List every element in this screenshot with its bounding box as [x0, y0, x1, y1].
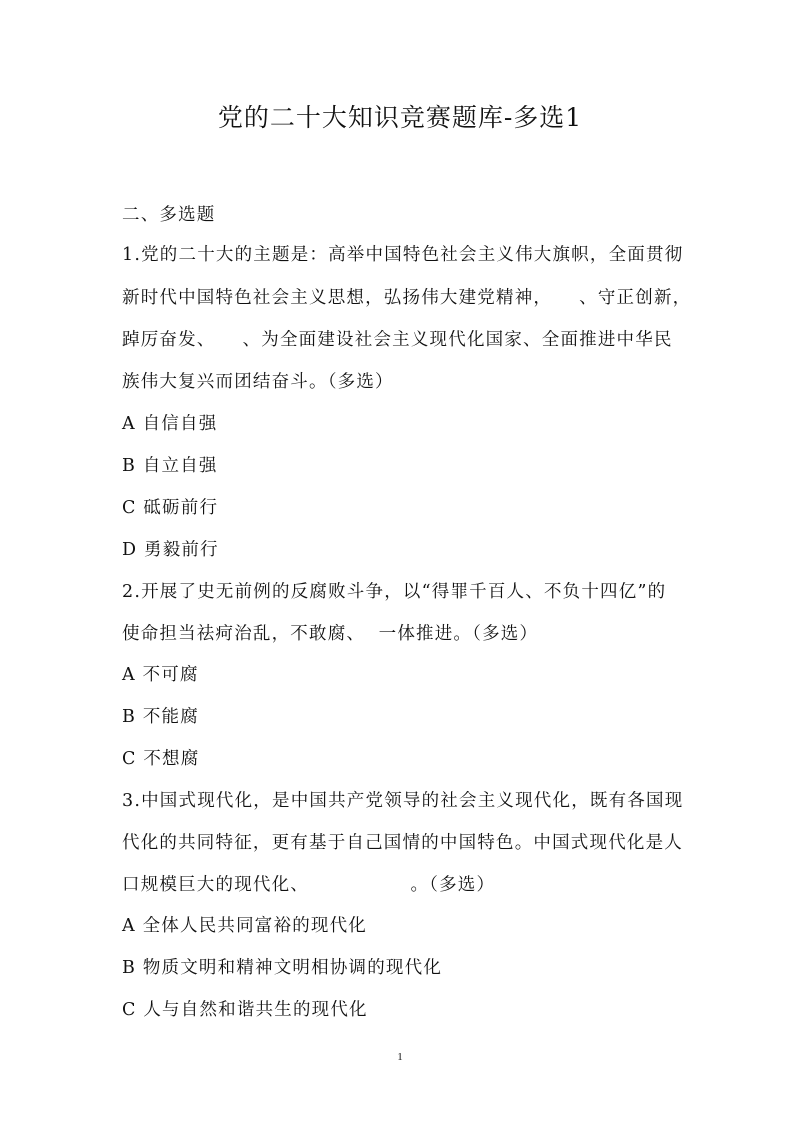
question-2-option-a: A 不可腐 — [122, 665, 199, 685]
document-title: 党的二十大知识竞赛题库-多选1 — [217, 103, 583, 132]
question-1-line-1: 1.党的二十大的主题是：高举中国特色社会主义伟大旗帜，全面贯彻 — [122, 245, 684, 265]
section-heading: 二、多选题 — [122, 205, 216, 225]
page-number: 1 — [397, 1051, 403, 1063]
question-1-line-4: 族伟大复兴而团结奋斗。（多选） — [122, 372, 394, 392]
question-1-option-a: A 自信自强 — [122, 414, 218, 434]
question-3-line-1: 3.中国式现代化，是中国共产党领导的社会主义现代化，既有各国现 — [122, 791, 684, 811]
question-1-option-b: B 自立自强 — [122, 456, 218, 476]
question-1-option-c: C 砥砺前行 — [122, 498, 219, 518]
question-3-line-3: 口规模巨大的现代化、 。（多选） — [122, 875, 496, 895]
question-1-line-2: 新时代中国特色社会主义思想，弘扬伟大建党精神， 、守正创新， — [122, 288, 692, 308]
question-3-option-c: C 人与自然和谐共生的现代化 — [122, 1000, 368, 1020]
question-3-line-2: 代化的共同特征，更有基于自己国情的中国特色。中国式现代化是人 — [122, 833, 683, 853]
question-2-line-1: 2.开展了史无前例的反腐败斗争，以“得罪千百人、不负十四亿”的 — [122, 582, 667, 602]
question-1-option-d: D 勇毅前行 — [122, 540, 219, 560]
question-3-option-b: B 物质文明和精神文明相协调的现代化 — [122, 958, 443, 978]
question-1-line-3: 踔厉奋发、 、为全面建设社会主义现代化国家、全面推进中华民 — [122, 330, 673, 350]
question-3-option-a: A 全体人民共同富裕的现代化 — [122, 916, 367, 936]
question-2-line-2: 使命担当祛疴治乱，不敢腐、 一体推进。（多选） — [122, 624, 539, 644]
question-2-option-b: B 不能腐 — [122, 707, 199, 727]
question-2-option-c: C 不想腐 — [122, 749, 200, 769]
